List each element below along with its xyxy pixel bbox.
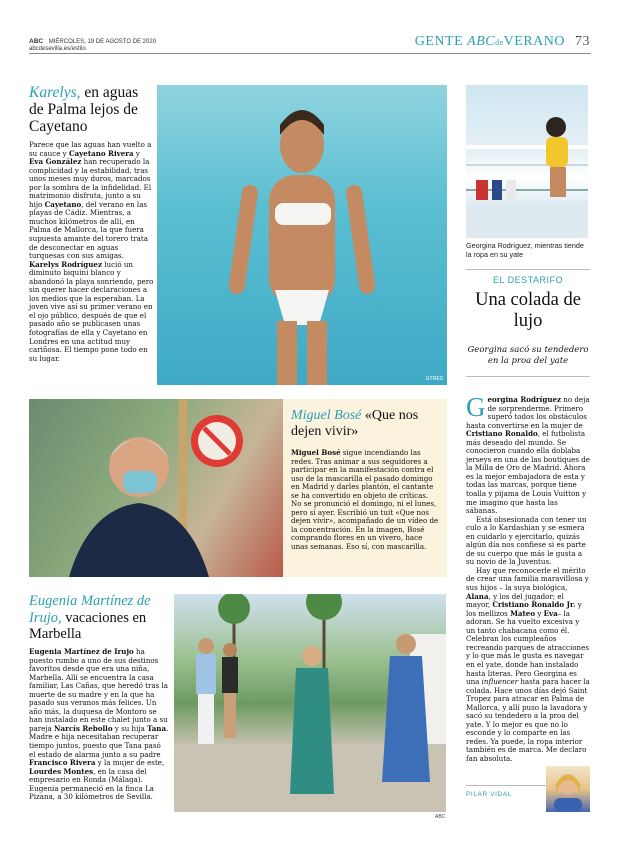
column-kicker: EL DESTARIFO: [492, 275, 563, 285]
bose-text: sigue incendiando las redes. Tras animar a sus seguidores a participar en la manifestación contra el uso de la mascarilla el pasado domingo en Madrid y darles plantón, el cantante se ha convertido en objeto de críticas. No se pronunció el domingo, ni el lunes, pero sí ayer. Escribió un tuit «Que nos dejen vivir», acompañado de un vídeo de la concentración. En la imagen, Bosé comprando flores en un vivero, hace unas semanas. Eso sí, con mascarilla.: [291, 448, 439, 552]
page-header-left: [29, 38, 156, 53]
bose-illustration: [29, 399, 283, 577]
eugenia-bold: Francisco Rivera: [29, 758, 96, 768]
karelys-headline-name: Karelys,: [29, 84, 81, 101]
eugenia-text: , en la casa del empresario en Ronda (Málaga). Eugenia permaneció en la finca La Pizana, a 30 kilómetros de Sevilla.: [29, 766, 154, 802]
eugenia-text: y la mujer de este,: [95, 758, 165, 768]
column-text: Hay que reconocerle el mérito de crear una familia maravillosa y sus hijos – la suya biológica,: [466, 565, 589, 593]
karelys-text: y: [133, 148, 140, 158]
column-paragraph: Está obsesionada con tener un culo a lo Kardashian y se esmera en cuidarlo y ejercitarlo, quizás algún día nos confiese si es parte de su cuerpo que más le gusta a su novio de la Juventus.: [466, 514, 587, 567]
karelys-body: [29, 141, 155, 363]
column-text: y: [535, 608, 544, 618]
karelys-bold: Eva González: [29, 157, 82, 167]
bose-headline-rest: «Que nos dejen vivir»: [291, 408, 419, 439]
eugenia-headline-name: Eugenia Martínez de Irujo,: [29, 593, 151, 626]
header-divider: [29, 53, 591, 54]
author-portrait-illustration: [546, 766, 590, 812]
bose-bold: Miguel Bosé: [291, 448, 341, 457]
eugenia-headline-rest: vacaciones en Marbella: [29, 609, 147, 642]
column-text: , y los del jugador; el mayor,: [466, 591, 564, 610]
column-paragraph: [466, 567, 590, 764]
karelys-bold: Cayetano Rivera: [68, 148, 134, 158]
eugenia-bold: Lourdes Montes: [29, 766, 94, 776]
eugenia-body: [29, 648, 169, 802]
eugenia-bold: Eugenia Martínez de Irujo: [29, 647, 134, 656]
yacht-illustration: [466, 85, 588, 238]
karelys-photo-credit: GTRES: [425, 376, 443, 382]
karelys-text: , del verano en las playas de Cádiz. Mientras, a muchos kilómetros de allí, en Palma de Mallorca, la que fuera supuesta amante del torero trata de desconectar en aguas turquesas con sus amigas.: [29, 199, 148, 261]
karelys-text: han recuperado la complicidad y la estabilidad, tras unos meses muy duros, marcados por la sombra de la infidelidad. El matrimonio disfruta, junto a su hijo: [29, 157, 152, 209]
column-divider-bottom: [466, 376, 590, 377]
eugenia-text: . Madre e hija necesitaban recuperar tiempo juntos, puesto que Tana pasó el estado de alarma junto a su padre: [29, 723, 169, 759]
section-brand: ABC: [467, 34, 496, 49]
karelys-bold: Karelys Rodríguez: [29, 259, 102, 269]
bose-headline: [291, 408, 441, 440]
section-right: VERANO: [503, 34, 565, 49]
column-paragraph: [466, 392, 591, 516]
column-bold: eorgina Rodríguez: [487, 395, 562, 404]
bose-body: [291, 449, 439, 552]
eugenia-text: ha puesto rumbo a uno de sus destinos favoritos desde que era una niña, Marbella. Allí se encuentra la casa familiar, Las Cañas, que heredó tras la muerte de su madre y en la que ha pasado sus veranos más felices. Un año más, la duquesa de Montoro se han instalado en este chalet junto a su pareja: [29, 647, 169, 733]
column-bold: Cristiano Ronaldo: [466, 429, 538, 439]
karelys-headline: [29, 84, 155, 135]
column-subtitle: Georgina sacó su tendedero en la proa del yate: [467, 345, 589, 366]
promenade-illustration: [174, 594, 446, 812]
section-prefix: de: [495, 38, 504, 47]
column-author: PILAR VIDAL: [466, 791, 512, 798]
column-italic: influencer: [481, 677, 519, 687]
column-bold: Eva: [543, 608, 558, 618]
page-number: 73: [575, 34, 590, 49]
bose-headline-name: Miguel Bosé: [291, 408, 362, 423]
karelys-photo: [157, 85, 447, 385]
eugenia-bold: Tana: [147, 723, 167, 733]
section-left: GENTE: [414, 34, 464, 49]
header-url: abcdesevilla.es/estilo: [29, 46, 86, 52]
column-text: y los mellizos: [466, 600, 582, 618]
eugenia-photo: [174, 594, 446, 812]
yacht-photo-caption: Georgina Rodríguez, mientras tiende la ropa en su yate: [466, 241, 584, 259]
column-bold: Alana: [466, 591, 489, 601]
eugenia-credit-below: ABC: [435, 814, 446, 820]
bose-photo: [29, 399, 283, 577]
yacht-photo: [466, 85, 588, 238]
section-header: [415, 34, 590, 50]
author-divider: [466, 785, 546, 786]
bikini-woman-illustration: [157, 85, 447, 385]
eugenia-bold: Narcís Rebollo: [54, 723, 113, 733]
eugenia-text: y su hija: [112, 723, 148, 733]
karelys-text: lució un diminuto biquini blanco y abandonó la playa sonriendo, pero sin querer hacer declaraciones a los medios que la esperaban. La joven vive así su primer verano en el ojo público, después de que el pasado año se publicasen unas fotografías de ella y Cayetano en Londres en una actitud muy cariñosa. El tiempo pone todo en su lugar.: [29, 259, 154, 363]
author-photo: [546, 766, 590, 812]
column-text: , el futbolista más deseado del mundo. Se conocieron cuando ella doblaba jerseys en una de las boutiques de la Milla de Oro de Madrid. Ahora es la mejor embajadora de esta y todas las marcas, porque tiene toalla y pijama de Louis Vuitton y me imagino que hasta las sábanas.: [466, 429, 591, 516]
karelys-text: Parece que las aguas han vuelto a su cauce y: [29, 140, 152, 158]
drop-cap: G: [466, 392, 486, 422]
header-date: MIÉRCOLES, 19 DE AGOSTO DE 2020: [48, 39, 157, 45]
column-text: hasta para hacer la colada. Hace unos días dejó Saint Tropez para atracar en Palma de Mallorca, y allí puso la lavadora y sacó su tendedero a la proa del yate. Y lo mejor es que no lo esconde y lo comparte en las redes. Ya puede, la ropa interior también es de marca. Me declaro fan absoluta.: [466, 677, 590, 763]
karelys-bold: Cayetano: [44, 199, 82, 209]
column-text: – la adoran. Se ha vuelto excesiva y un tanto chabacana como él. Celebran los cumpleaños recreando parques de atracciones y lo que más le gusta es navegar en el yate, donde han instalado hasta literas. Pero Georgina es una: [466, 608, 589, 687]
column-divider-top: [466, 269, 590, 270]
column-bold: Mateo: [510, 608, 536, 618]
eugenia-headline: [29, 593, 169, 643]
header-brand: ABC: [29, 38, 44, 45]
column-body: [466, 392, 591, 764]
column-bold: Cristiano Ronaldo Jr.: [492, 600, 576, 610]
column-title: Una colada de lujo: [475, 290, 581, 331]
karelys-headline-rest: en aguas de Palma lejos de Cayetano: [29, 84, 139, 135]
column-text: no deja de sorprenderme. Primero superó todos los obstáculos hasta convertirse en la mujer de: [466, 395, 590, 430]
